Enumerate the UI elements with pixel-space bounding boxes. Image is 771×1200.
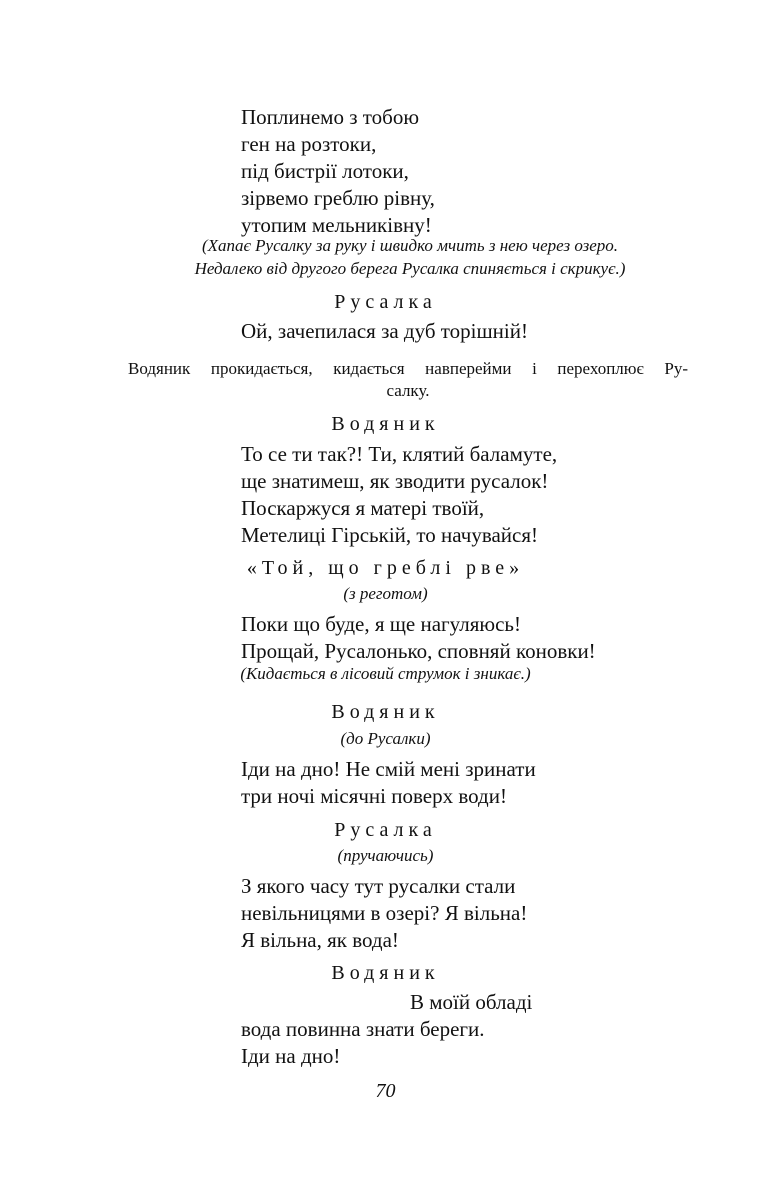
verse-line: під бистрії лотоки, bbox=[241, 159, 409, 183]
verse-block-7-indented bbox=[410, 989, 532, 1016]
verse-line: З якого часу тут русалки стали bbox=[241, 874, 516, 898]
stage-direction-4: (до Русалки) bbox=[340, 729, 431, 748]
narration-line: Водяник прокидається, кидається навперейми і перехоплює Ру- bbox=[128, 359, 688, 378]
stage-direction-line: (Хапає Русалку за руку і швидко мчить з нею через озеро. bbox=[201, 236, 619, 255]
verse-line: Іди на дно! Не смій мені зринати bbox=[241, 757, 536, 781]
narration-line: салку. bbox=[386, 381, 430, 400]
stage-direction-3b: (Кидається в лісовий струмок і зникає.) bbox=[240, 664, 531, 683]
speaker-name-6: Водяник bbox=[331, 962, 440, 984]
verse-block-1 bbox=[241, 104, 435, 239]
verse-line: Поплинемо з тобою bbox=[241, 105, 420, 129]
verse-line: То се ти так?! Ти, клятий баламуте, bbox=[241, 442, 558, 466]
stage-direction-1 bbox=[0, 234, 771, 280]
verse-line: вода повинна знати береги. bbox=[241, 1017, 485, 1041]
verse-line: Метелиці Гірській, то начувайся! bbox=[241, 523, 539, 547]
verse-line: Прощай, Русалонько, сповняй коновки! bbox=[241, 639, 596, 663]
speaker-name-3: «Той, що греблі рве» bbox=[246, 557, 525, 579]
verse-block-2 bbox=[241, 318, 528, 345]
verse-line: В моїй обладі bbox=[410, 990, 533, 1014]
verse-line: зірвемо греблю рівну, bbox=[241, 186, 435, 210]
stage-direction-5: (пручаючись) bbox=[337, 846, 434, 865]
verse-line: три ночі місячні поверх води! bbox=[241, 784, 507, 808]
speaker-name-5: Русалка bbox=[334, 819, 437, 841]
verse-block-3 bbox=[241, 441, 557, 549]
stage-direction-line: Недалеко від другого берега Русалка спиняється і скрикує.) bbox=[194, 259, 626, 278]
verse-block-4 bbox=[241, 611, 596, 665]
verse-block-5 bbox=[241, 756, 536, 810]
speaker-name-2: Водяник bbox=[331, 413, 440, 435]
verse-line: Ой, зачепилася за дуб торішній! bbox=[241, 319, 528, 343]
page-number: 70 bbox=[375, 1080, 396, 1102]
speaker-name-1: Русалка bbox=[334, 291, 437, 313]
verse-line: утопим мельниківну! bbox=[241, 213, 432, 237]
verse-line: невільницями в озері? Я вільна! bbox=[241, 901, 528, 925]
verse-block-6 bbox=[241, 873, 527, 954]
verse-line: Поки що буде, я ще нагуляюсь! bbox=[241, 612, 521, 636]
stage-direction-3a: (з реготом) bbox=[343, 584, 428, 603]
verse-line: Поскаржуся я матері твоїй, bbox=[241, 496, 485, 520]
verse-line: Я вільна, як вода! bbox=[241, 928, 399, 952]
verse-line: Іди на дно! bbox=[241, 1044, 341, 1068]
speaker-name-4: Водяник bbox=[331, 701, 440, 723]
verse-line: ген на розтоки, bbox=[241, 132, 377, 156]
verse-block-7 bbox=[241, 1016, 485, 1070]
verse-line: ще знатимеш, як зводити русалок! bbox=[241, 469, 549, 493]
narration-paragraph bbox=[128, 358, 688, 402]
